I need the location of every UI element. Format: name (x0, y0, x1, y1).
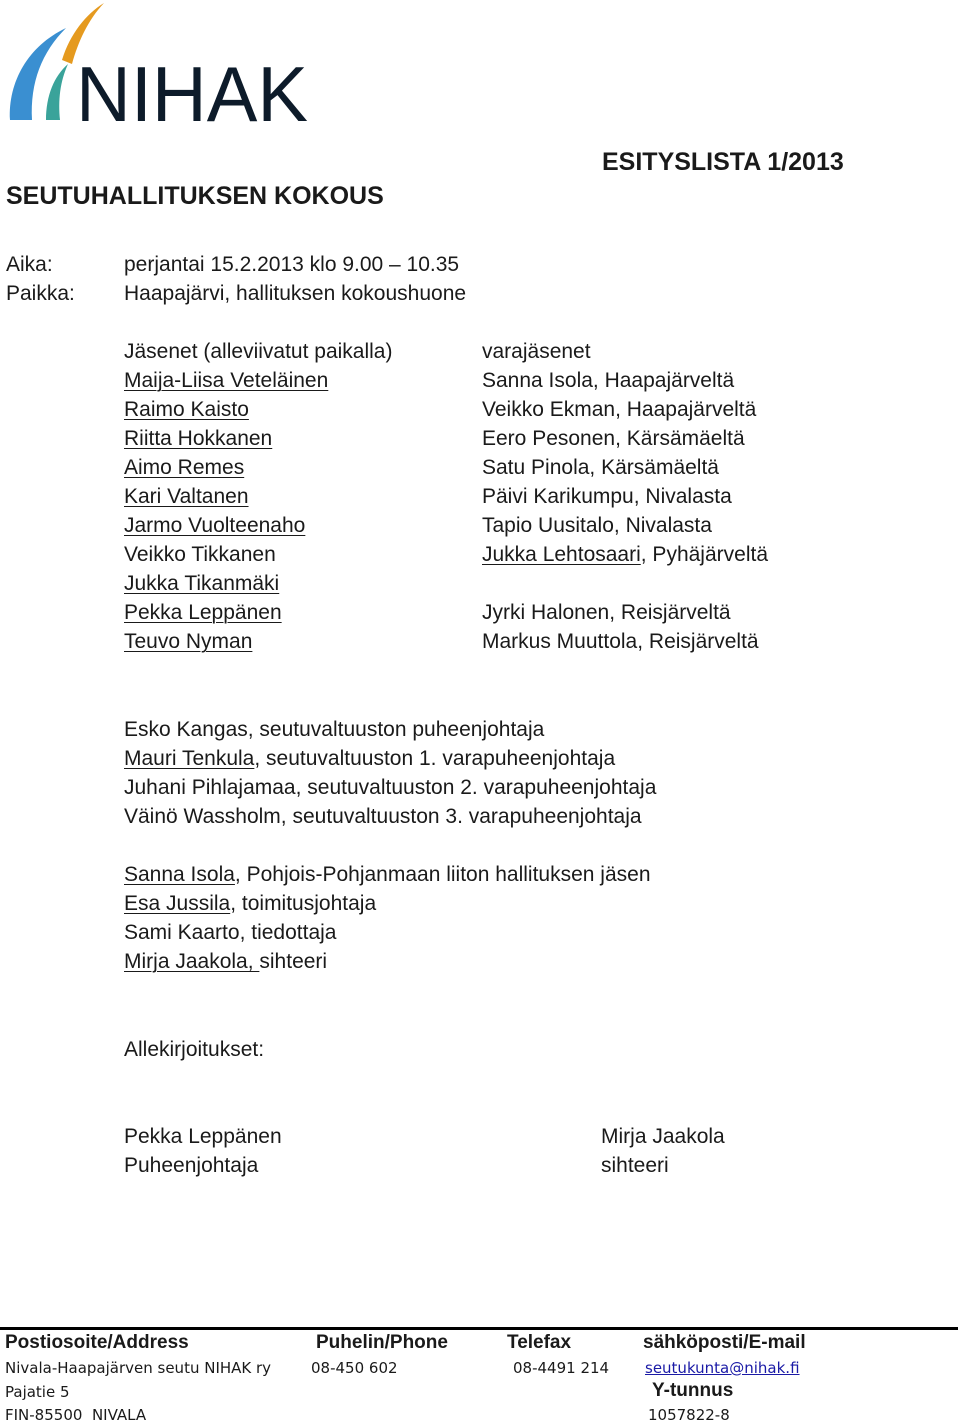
deputy-row (482, 395, 768, 424)
deputy-town: , Nivalasta (613, 514, 712, 537)
deputy-row (482, 511, 768, 540)
deputy-name: Satu Pinola (482, 456, 590, 479)
deputy-row (482, 540, 768, 569)
deputy-name: Jyrki Halonen (482, 601, 610, 624)
footer-address-heading: Postiosoite/Address (5, 1332, 189, 1353)
footer-phone-value: 08-450 602 (311, 1359, 398, 1377)
members-heading: Jäsenet (alleviivatut paikalla) (124, 340, 393, 363)
footer-fax-heading: Telefax (507, 1332, 572, 1353)
council-row (124, 744, 656, 773)
other-role: sihteeri (259, 950, 328, 973)
council-role: , seutuvaltuuston 1. varapuheenjohtaja (254, 747, 616, 770)
deputy-town: , Nivalasta (633, 485, 732, 508)
deputy-town: , Haapajärveltä (592, 369, 735, 392)
signature-right-name: Mirja Jaakola (601, 1125, 725, 1148)
footer-ytunnus-value: 1057822-8 (648, 1406, 730, 1424)
footer-address-line: Pajatie 5 (5, 1383, 70, 1401)
deputy-name: Eero Pesonen (482, 427, 616, 450)
deputy-town: , Reisjärveltä (637, 630, 759, 653)
council-row (124, 802, 656, 831)
council-name: Väinö Wassholm (124, 805, 281, 828)
logo-wordmark: NIHAK (76, 50, 308, 126)
council-list (124, 715, 656, 831)
deputy-name: Veikko Ekman (482, 398, 616, 421)
council-role: , seutuvaltuuston puheenjohtaja (247, 718, 545, 741)
council-name: Mauri Tenkula (124, 747, 255, 770)
other-row (124, 889, 651, 918)
other-name: Sami Kaarto (124, 921, 240, 944)
council-role: , seutuvaltuuston 3. varapuheenjohtaja (280, 805, 642, 828)
member-name: Teuvo Nyman (124, 630, 253, 653)
deputy-town: , Pyhäjärveltä (640, 543, 768, 566)
footer-email-link[interactable]: seutukunta@nihak.fi (645, 1359, 800, 1377)
member-name: Maija-Liisa Veteläinen (124, 369, 329, 392)
signature-left-name: Pekka Leppänen (124, 1125, 282, 1148)
others-list (124, 860, 651, 976)
deputy-name: Päivi Karikumpu (482, 485, 634, 508)
nihak-logo (2, 0, 312, 126)
footer-address-line: Nivala-Haapajärven seutu NIHAK ry (5, 1359, 272, 1377)
deputy-town: , Haapajärveltä (615, 398, 757, 421)
deputy-row (482, 627, 768, 656)
time-value: perjantai 15.2.2013 klo 9.00 – 10.35 (124, 253, 460, 276)
footer-fax-value: 08-4491 214 (513, 1359, 610, 1377)
member-name: Aimo Remes (124, 456, 245, 479)
member-name: Veikko Tikkanen (124, 543, 276, 566)
place-value: Haapajärvi, hallituksen kokoushuone (124, 282, 467, 305)
blank-line (482, 569, 768, 598)
deputy-name: Jukka Lehtosaari (482, 543, 641, 566)
council-role: , seutuvaltuuston 2. varapuheenjohtaja (295, 776, 657, 799)
other-row (124, 860, 651, 889)
members-column (124, 337, 392, 656)
doc-type: ESITYSLISTA 1/2013 (602, 148, 844, 176)
deputy-town: , Reisjärveltä (609, 601, 731, 624)
footer-phone-heading: Puhelin/Phone (316, 1332, 448, 1353)
member-name: Raimo Kaisto (124, 398, 249, 421)
other-row (124, 918, 651, 947)
footer-divider (0, 1327, 958, 1330)
place-label: Paikka: (6, 282, 75, 305)
time-label: Aika: (6, 253, 53, 276)
deputy-town: , Kärsämäeltä (615, 427, 745, 450)
deputy-name: Sanna Isola (482, 369, 593, 392)
member-name: Jukka Tikanmäki (124, 572, 280, 595)
other-role: , tiedottaja (239, 921, 337, 944)
member-name: Pekka Leppänen (124, 601, 282, 624)
deputy-row (482, 598, 768, 627)
deputy-town: , Kärsämäeltä (589, 456, 719, 479)
council-row (124, 715, 656, 744)
other-name: Esa Jussila (124, 892, 231, 915)
council-name: Esko Kangas (124, 718, 248, 741)
other-role: , toimitusjohtaja (230, 892, 377, 915)
deputies-column (482, 337, 768, 656)
other-name: Sanna Isola (124, 863, 235, 886)
council-row (124, 773, 656, 802)
deputy-row (482, 366, 768, 395)
deputy-row (482, 424, 768, 453)
deputies-heading: varajäsenet (482, 340, 591, 363)
deputy-name: Markus Muuttola (482, 630, 638, 653)
deputy-name: Tapio Uusitalo (482, 514, 614, 537)
other-name: Mirja Jaakola, (124, 950, 260, 973)
council-name: Juhani Pihlajamaa (124, 776, 296, 799)
logo-teal-swoosh (46, 64, 68, 120)
member-name: Kari Valtanen (124, 485, 249, 508)
footer-email-heading: sähköposti/E-mail (643, 1332, 806, 1353)
other-row (124, 947, 651, 976)
footer-address-line: FIN-85500 NIVALA (5, 1406, 147, 1424)
deputy-row (482, 482, 768, 511)
member-name: Jarmo Vuolteenaho (124, 514, 306, 537)
footer-ytunnus-heading: Y-tunnus (652, 1380, 734, 1401)
signatures-label: Allekirjoitukset: (124, 1038, 265, 1061)
deputy-row (482, 453, 768, 482)
signature-left-role: Puheenjohtaja (124, 1154, 259, 1177)
member-name: Riitta Hokkanen (124, 427, 273, 450)
other-role: , Pohjois-Pohjanmaan liiton hallituksen jäsen (234, 863, 651, 886)
meeting-title: SEUTUHALLITUKSEN KOKOUS (6, 182, 384, 210)
signature-right-role: sihteeri (601, 1154, 669, 1177)
